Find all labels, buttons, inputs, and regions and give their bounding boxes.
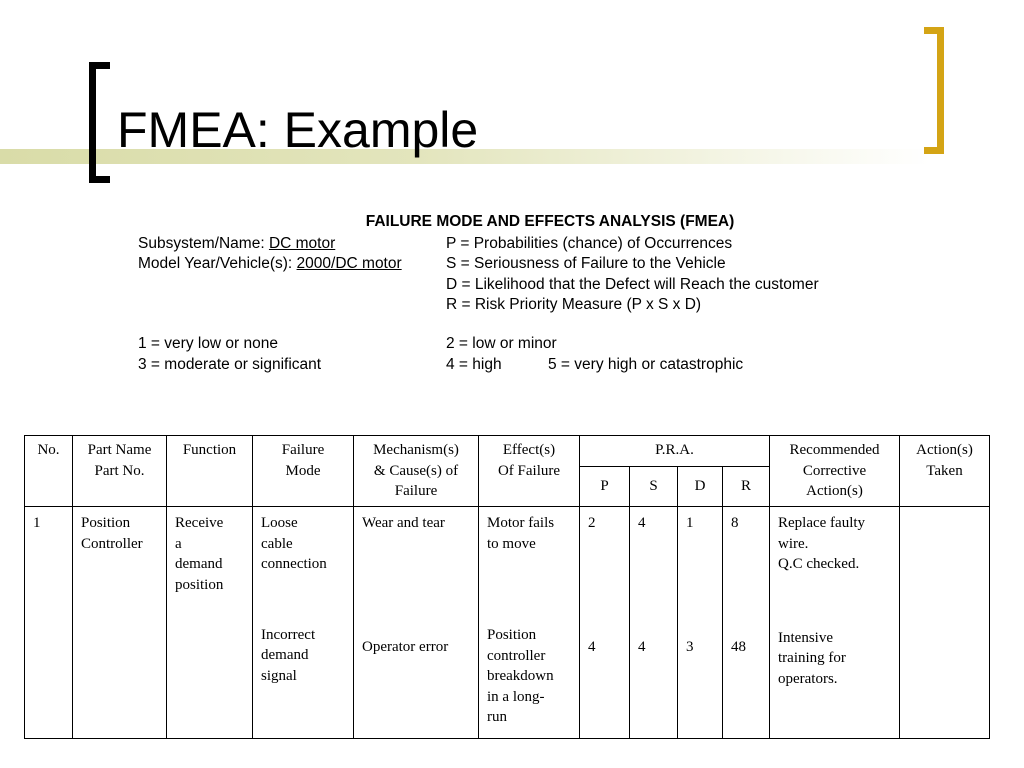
fmea-table (24, 435, 990, 739)
header-part: Part Name Part No. (73, 436, 167, 507)
cell-no: 1 (25, 507, 73, 739)
scale-1: 1 = very low or none (138, 335, 279, 352)
header-effect: Effect(s) Of Failure (479, 436, 580, 507)
header-recommended: Recommended Corrective Action(s) (770, 436, 900, 507)
left-bracket-decoration (89, 62, 110, 183)
cell-part: Position Controller (73, 507, 167, 739)
legend-r: R = Risk Priority Measure (P x S x D) (446, 296, 702, 313)
cell-p: 2 4 (580, 507, 630, 739)
right-bracket-decoration (924, 27, 944, 154)
table-row (25, 507, 990, 739)
cell-failure-mode: Loose cable connection Incorrect demand signal (253, 507, 354, 739)
legend-s: S = Seriousness of Failure to the Vehicle (446, 255, 726, 272)
scale-4: 4 = high (446, 356, 502, 373)
header-r: R (723, 467, 770, 507)
cell-action-taken (900, 507, 990, 739)
header-p: P (580, 467, 630, 507)
header-no: No. (25, 436, 73, 507)
subsystem-value: DC motor (268, 235, 336, 252)
model-line (138, 254, 402, 274)
form-title: FAILURE MODE AND EFFECTS ANALYSIS (FMEA) (365, 213, 735, 230)
cell-s: 4 4 (630, 507, 678, 739)
scale-2: 2 = low or minor (446, 335, 557, 352)
header-failure-mode: Failure Mode (253, 436, 354, 507)
header-pra: P.R.A. (580, 436, 770, 467)
model-value: 2000/DC motor (296, 255, 402, 272)
header-mechanism: Mechanism(s) & Cause(s) of Failure (354, 436, 479, 507)
model-label: Model Year/Vehicle(s): (138, 255, 297, 272)
cell-mechanism: Wear and tear Operator error (354, 507, 479, 739)
header-s: S (630, 467, 678, 507)
slide-title: FMEA: Example (117, 102, 479, 158)
header-function: Function (167, 436, 253, 507)
cell-r: 8 48 (723, 507, 770, 739)
cell-effect: Motor fails to move Position controller breakdown in a long- run (479, 507, 580, 739)
scale-5: 5 = very high or catastrophic (548, 356, 744, 373)
cell-recommended: Replace faulty wire. Q.C checked. Intensive training for operators. (770, 507, 900, 739)
subsystem-line (138, 234, 335, 254)
cell-d: 1 3 (678, 507, 723, 739)
legend-d: D = Likelihood that the Defect will Reach the customer (446, 276, 819, 293)
scale-3: 3 = moderate or significant (138, 356, 322, 373)
header-d: D (678, 467, 723, 507)
header-action-taken: Action(s) Taken (900, 436, 990, 507)
legend-p: P = Probabilities (chance) of Occurrences (446, 235, 733, 252)
cell-function: Receive a demand position (167, 507, 253, 739)
subsystem-label: Subsystem/Name: (138, 235, 269, 252)
